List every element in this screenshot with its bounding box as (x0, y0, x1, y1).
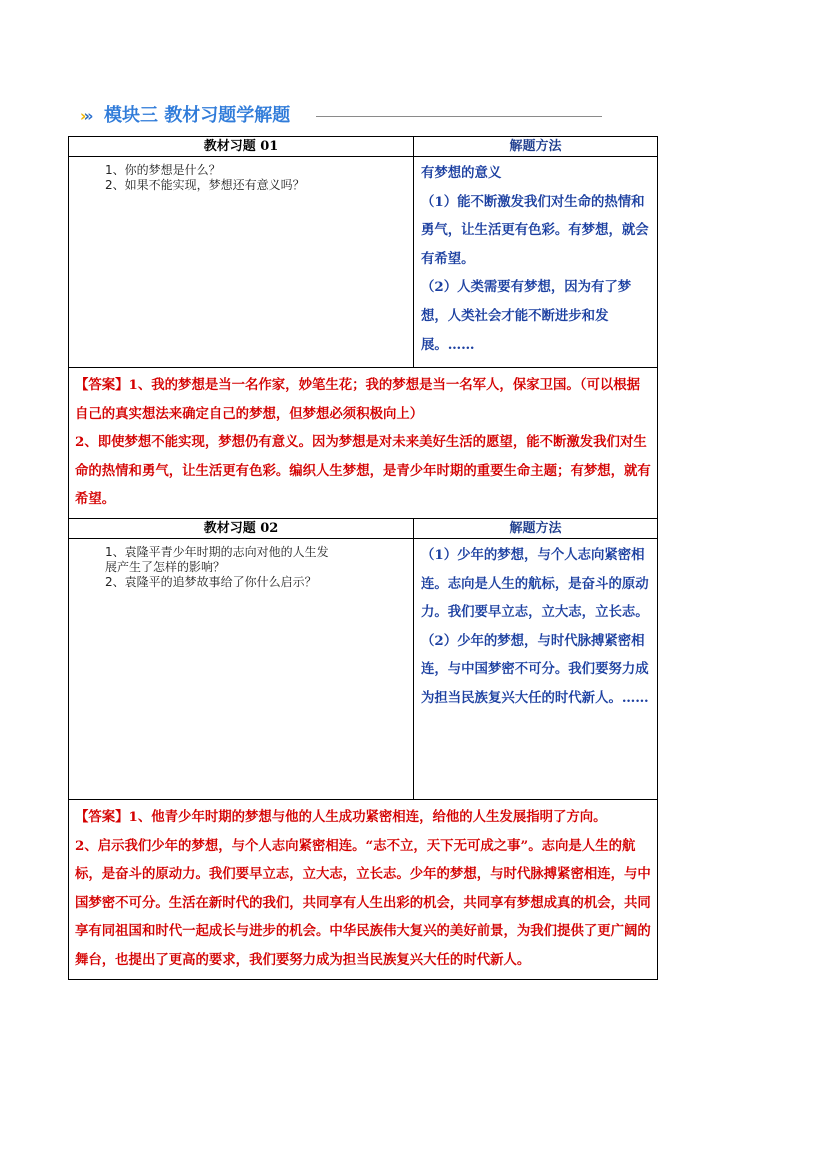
header-divider (316, 116, 602, 117)
exercise-02-method-title: 解题方法 (414, 518, 658, 538)
exercise-01-method-title: 解题方法 (414, 137, 658, 157)
exercise-02-method-cell (414, 538, 658, 799)
exercise-01-answer (69, 368, 657, 518)
exercise-01-method-cell (414, 157, 658, 368)
answer-paragraph: 【答案】1、我的梦想是当一名作家，妙笔生花；我的梦想是当一名军人，保家卫国。（可以根据自己的真实想法来确定自己的梦想，但梦想必须积极向上） (75, 377, 641, 422)
method-paragraph: （1）能不断激发我们对生命的热情和勇气，让生活更有色彩。有梦想，就会有希望。 (421, 193, 649, 267)
exercise-02-header-row (69, 518, 658, 538)
exercise-01-body-row (69, 157, 658, 368)
method-paragraph: （2）人类需要有梦想，因为有了梦想，人类社会才能不断进步和发展。…… (421, 279, 632, 353)
exercise-01-method (414, 157, 657, 359)
exercise-02-answer-cell (69, 799, 658, 979)
exercise-02-questions-cell (69, 538, 414, 799)
section-header (80, 104, 602, 128)
answer-paragraph: 【答案】1、他青少年时期的梦想与他的人生成功紧密相连，给他的人生发展指明了方向。 (75, 808, 607, 825)
exercise-02-title: 教材习题 02 (69, 518, 414, 538)
question-item: 2、如果不能实现，梦想还有意义吗？ (105, 178, 305, 192)
exercise-02-method (414, 539, 657, 713)
double-chevron-icon: »» (80, 107, 88, 125)
exercise-01-answer-cell (69, 368, 658, 519)
method-paragraph: （2）少年的梦想，与时代脉搏紧密相连，与中国梦密不可分。我们要努力成为担当民族复兴大任的时代新人。…… (421, 632, 649, 706)
exercise-02-questions (69, 539, 413, 590)
exercise-02-body-row (69, 538, 658, 799)
question-item: 1、袁隆平青少年时期的志向对他的人生发展产生了怎样的影响？ (105, 544, 329, 574)
question-item: 1、你的梦想是什么？ (105, 163, 221, 177)
exercise-01-answer-row (69, 368, 658, 519)
exercise-01-questions-cell (69, 157, 414, 368)
answer-paragraph: 2、启示我们少年的梦想，与个人志向紧密相连。“志不立，天下无可成之事”。志向是人生的航标，是奋斗的原动力。我们要早立志，立大志，立长志。少年的梦想，与时代脉搏紧密相连，与中国梦密不可分。生活在新时代的我们，共同享有人生出彩的机会，共同享有梦想成真的机会，共同享有同祖国和时代一起成长与进步的机会。中华民族伟大复兴的美好前景，为我们提供了更广阔的舞台，也提出了更高的要求，我们要努力成为担当民族复兴大任的时代新人。 (75, 837, 651, 968)
method-paragraph: （1）少年的梦想，与个人志向紧密相连。志向是人生的航标，是奋斗的原动力。我们要早立志，立大志，立长志。 (421, 546, 649, 621)
question-item: 2、袁隆平的追梦故事给了你什么启示？ (105, 574, 317, 589)
exercise-table (68, 136, 658, 980)
exercise-01-header-row (69, 137, 658, 157)
exercise-02-answer (69, 800, 657, 979)
method-heading: 有梦想的意义 (421, 165, 502, 181)
exercise-02-answer-row (69, 799, 658, 979)
answer-paragraph: 2、即使梦想不能实现，梦想仍有意义。因为梦想是对未来美好生活的愿望，能不断激发我们对生命的热情和勇气，让生活更有色彩。编织人生梦想，是青少年时期的重要生命主题；有梦想，就有希望。 (75, 434, 651, 508)
exercise-01-questions (69, 157, 413, 193)
exercise-01-title: 教材习题 01 (69, 137, 414, 157)
section-title: 模块三 教材习题学解题 (104, 105, 291, 126)
